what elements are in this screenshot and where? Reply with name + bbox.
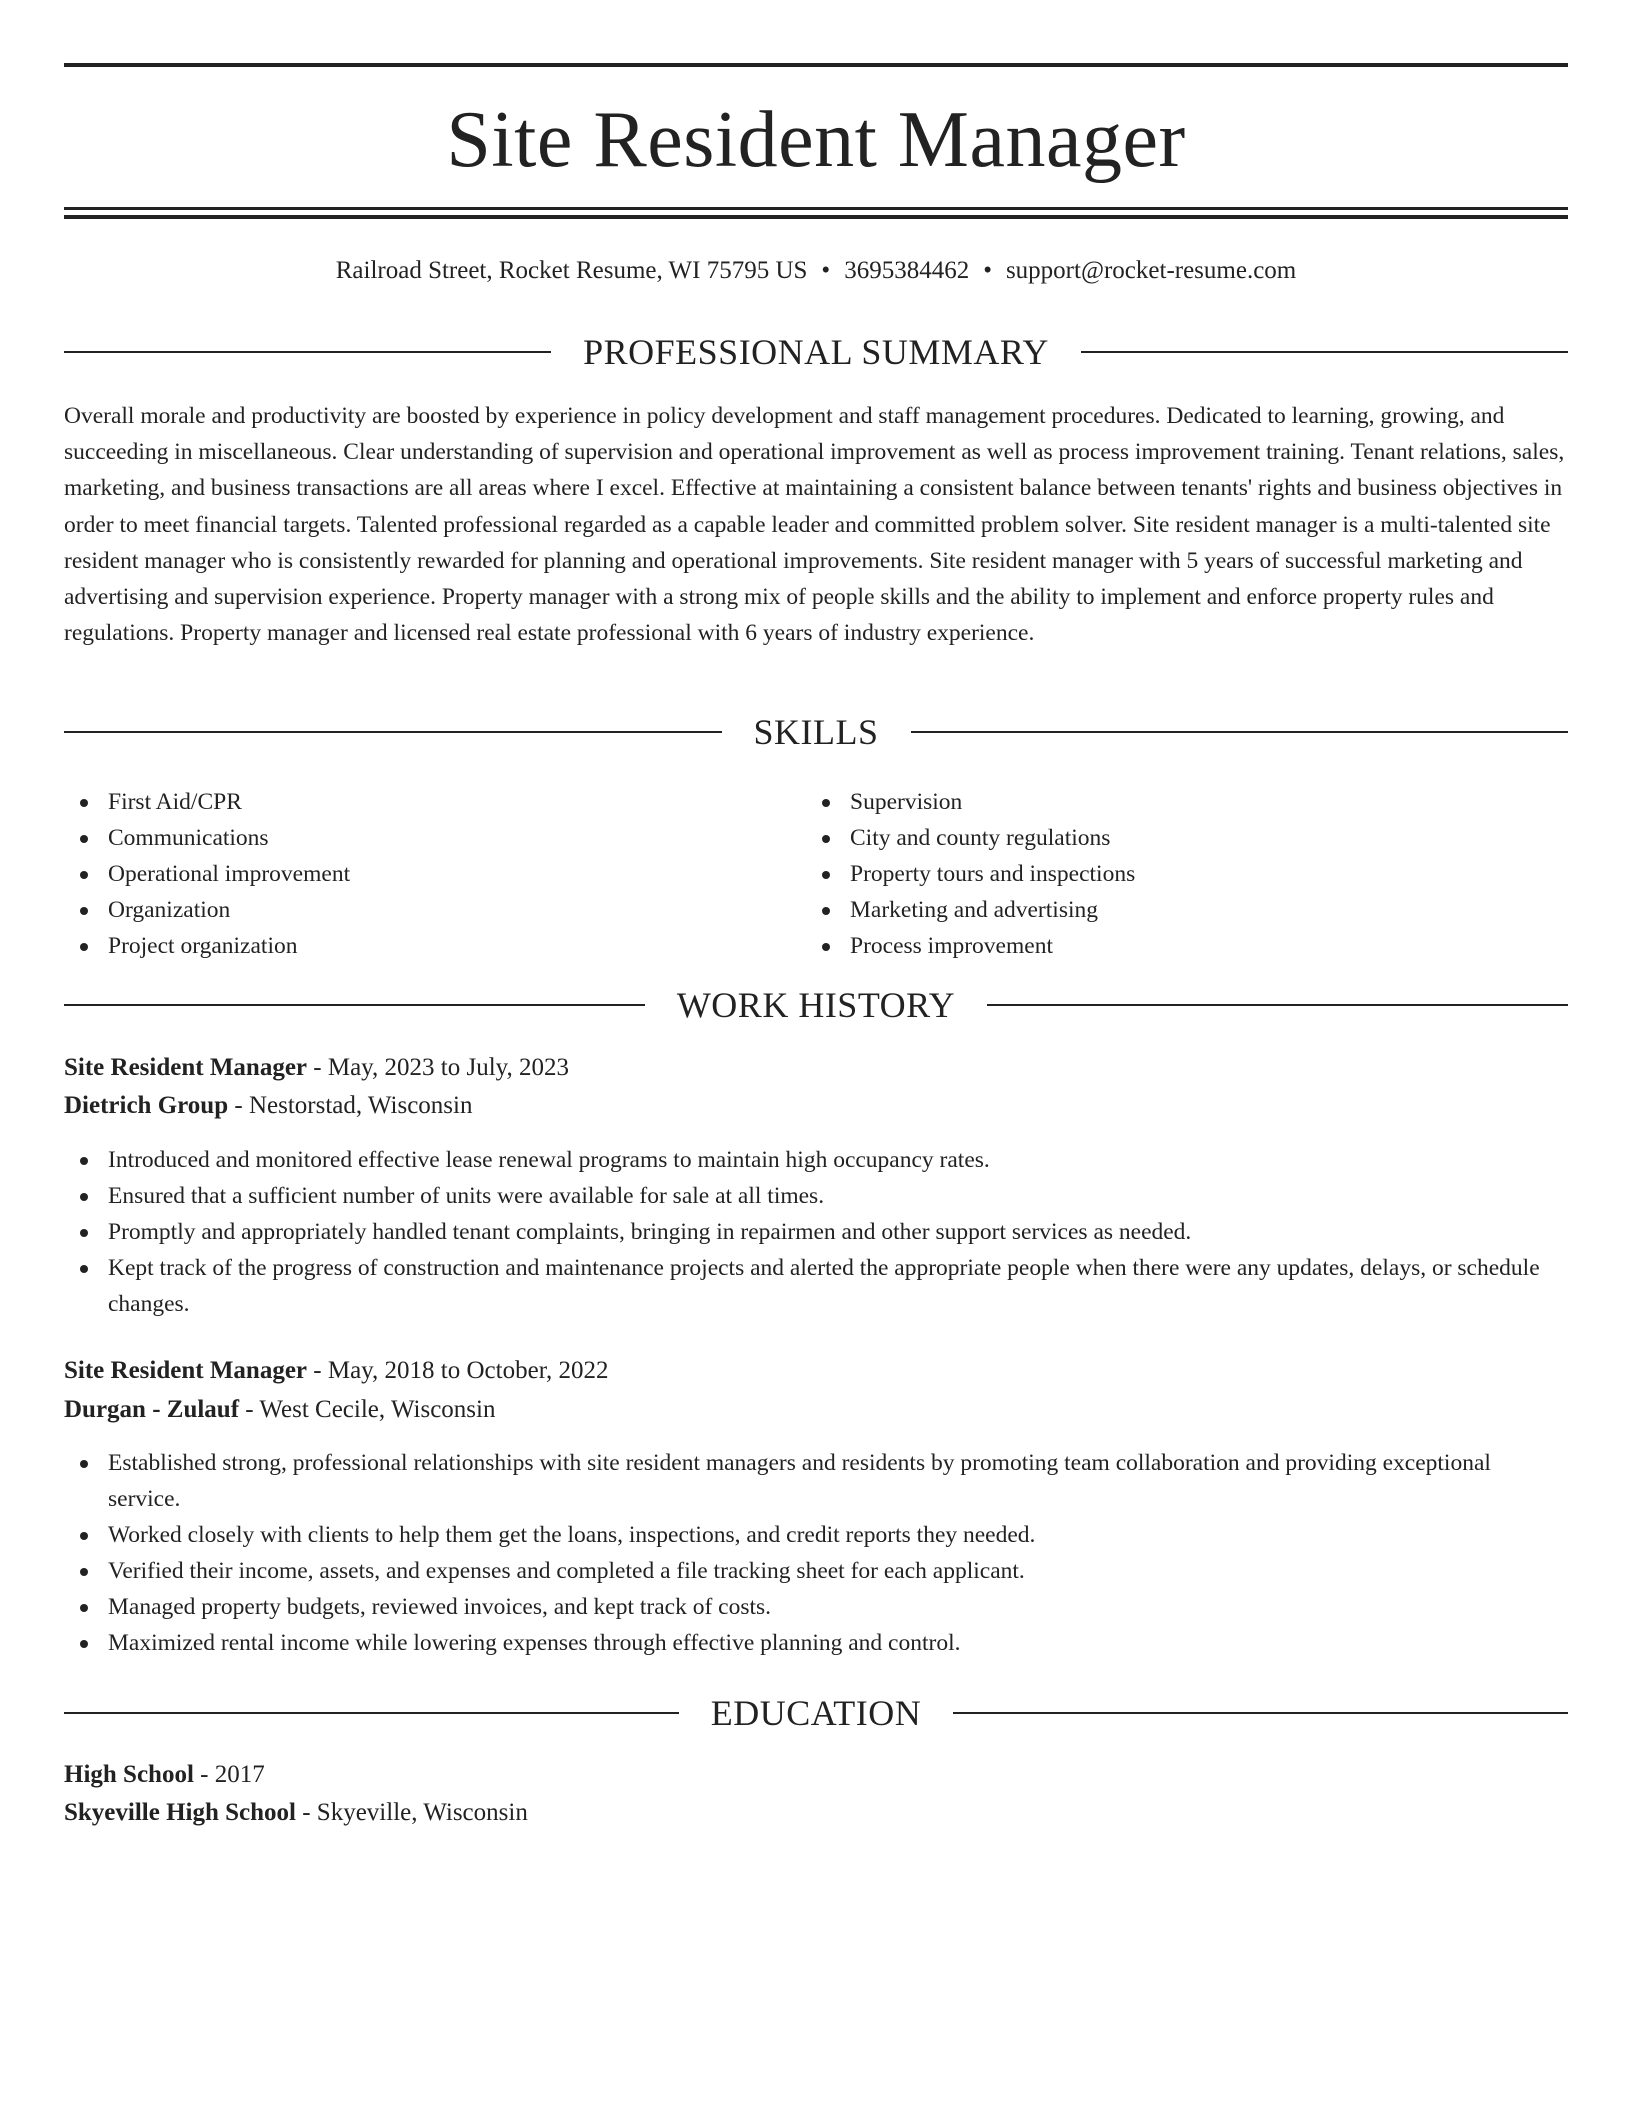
top-rule (64, 63, 1568, 67)
education-location: - Skyeville, Wisconsin (295, 1799, 528, 1826)
work-section-heading (64, 983, 1568, 1027)
skills-column-left (64, 784, 806, 964)
skill-item: City and county regulations (806, 820, 1548, 856)
summary-text: Overall morale and productivity are boosted by experience in policy development and staff management procedures. Dedicated to learning, growing, and succeeding in miscellaneous. Clear understanding of supervision and operational improvement as well as process improvement training. Tenant relations, sales, marketing, and business transactions are all areas where I excel. Effective at maintaining a consistent balance between tenants' rights and business objectives in order to meet financial targets. Talented professional regarded as a capable leader and committed problem solver. Site resident manager is a multi-talented site resident manager who is consistently rewarded for planning and operational improvements. Site resident manager with 5 years of successful marketing and advertising and supervision experience. Property manager with a strong mix of people skills and the ability to implement and enforce property rules and regulations. Property manager and licensed real estate professional with 6 years of industry experience. (64, 403, 1565, 647)
job-bullet: Verified their income, assets, and expenses and completed a file tracking sheet for each applicant. (64, 1553, 1568, 1589)
education-section-heading (64, 1691, 1568, 1735)
job-bullet: Managed property budgets, reviewed invoices, and kept track of costs. (64, 1589, 1568, 1625)
job-location: - Nestorstad, Wisconsin (228, 1092, 473, 1119)
section-rule-right (1081, 351, 1568, 353)
summary-heading-label: PROFESSIONAL SUMMARY (583, 332, 1049, 372)
job-bullet: Maximized rental income while lowering expenses through effective planning and control. (64, 1625, 1568, 1661)
education-degree: High School (64, 1761, 194, 1788)
skills-section-heading (64, 710, 1568, 754)
section-rule-left (64, 351, 551, 353)
section-rule-left (64, 1712, 679, 1714)
job-company-line (64, 1087, 1568, 1125)
job-bullets (64, 1445, 1568, 1661)
job-bullet: Established strong, professional relationships with site resident managers and residents by promoting team collaboration and providing exceptional service. (64, 1445, 1568, 1517)
skill-item: First Aid/CPR (64, 784, 806, 820)
education-heading-label: EDUCATION (710, 1693, 922, 1733)
skill-item: Communications (64, 820, 806, 856)
job-title: Site Resident Manager (64, 1054, 308, 1081)
job-company: Dietrich Group (64, 1092, 229, 1119)
section-rule-left (64, 1004, 645, 1006)
section-rule-right (987, 1004, 1568, 1006)
section-rule-left (64, 731, 722, 733)
section-rule-right (911, 731, 1569, 733)
skill-item: Property tours and inspections (806, 856, 1548, 892)
job-dates: - May, 2023 to July, 2023 (307, 1054, 570, 1081)
section-rule-right (953, 1712, 1568, 1714)
resume-name: Site Resident Manager (446, 96, 1186, 184)
skill-item: Organization (64, 892, 806, 928)
skill-item: Supervision (806, 784, 1548, 820)
education-year: - 2017 (193, 1761, 265, 1788)
job-bullet: Promptly and appropriately handled tenant complaints, bringing in repairmen and other support services as needed. (64, 1214, 1568, 1250)
work-heading-label: WORK HISTORY (676, 985, 956, 1025)
job-bullet: Worked closely with clients to help them get the loans, inspections, and credit reports they needed. (64, 1517, 1568, 1553)
contact-phone: 3695384462 (844, 257, 970, 284)
job-company-line (64, 1391, 1568, 1429)
contact-email: support@rocket-resume.com (1005, 257, 1297, 284)
job-bullets (64, 1142, 1568, 1322)
contact-separator: • (983, 257, 992, 284)
education-school: Skyeville High School (64, 1799, 296, 1826)
job-company: Durgan - Zulauf (64, 1396, 240, 1423)
job-dates: - May, 2018 to October, 2022 (307, 1357, 609, 1384)
job-title: Site Resident Manager (64, 1357, 308, 1384)
job-location: - West Cecile, Wisconsin (239, 1396, 496, 1423)
contact-line (64, 253, 1568, 289)
skill-item: Project organization (64, 928, 806, 964)
job-title-line (64, 1049, 1568, 1087)
skills-column-right (806, 784, 1548, 964)
skills-list (64, 784, 1568, 964)
education-school-line (64, 1794, 1568, 1832)
header-rule-upper (64, 207, 1568, 210)
education-degree-line (64, 1756, 1568, 1794)
job-bullet: Kept track of the progress of construction and maintenance projects and alerted the appropriate people when there were any updates, delays, or schedule changes. (64, 1250, 1568, 1322)
job-bullet: Introduced and monitored effective lease renewal programs to maintain high occupancy rates. (64, 1142, 1568, 1178)
skill-item: Process improvement (806, 928, 1548, 964)
contact-address: Railroad Street, Rocket Resume, WI 75795 US (335, 257, 808, 284)
header-rule-lower (64, 215, 1568, 219)
job-bullet: Ensured that a sufficient number of units were available for sale at all times. (64, 1178, 1568, 1214)
skill-item: Marketing and advertising (806, 892, 1548, 928)
skills-heading-label: SKILLS (753, 712, 879, 752)
skill-item: Operational improvement (64, 856, 806, 892)
job-title-line (64, 1352, 1568, 1390)
summary-section-heading (64, 330, 1568, 374)
contact-separator: • (821, 257, 831, 284)
